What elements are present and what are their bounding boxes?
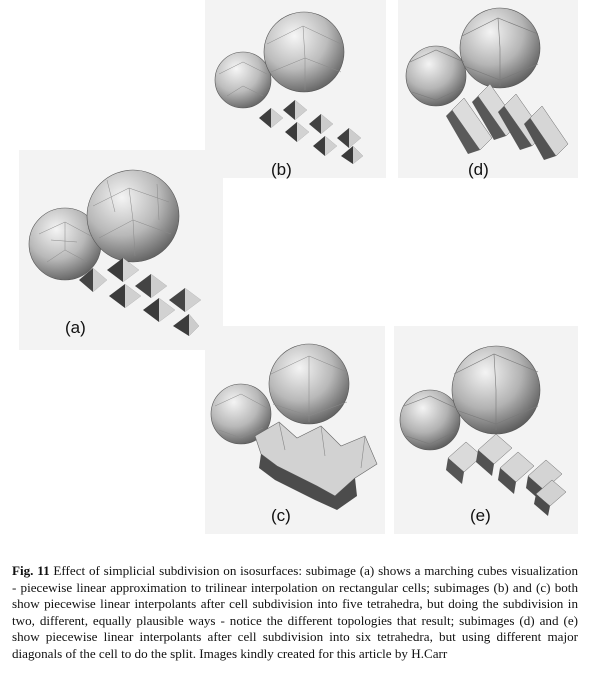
subfigure-d — [398, 0, 578, 178]
subfigure-e — [394, 326, 578, 534]
figure-number: Fig. 11 — [12, 563, 50, 578]
isosurface-render-c — [205, 326, 385, 534]
zigzag-band — [255, 422, 377, 510]
large-sphere — [87, 170, 179, 262]
subfigure-c — [205, 326, 385, 534]
small-sphere — [406, 46, 466, 106]
subfigure-label-c: (c) — [271, 506, 291, 525]
small-sphere — [215, 52, 271, 108]
isosurface-render-d — [398, 0, 578, 178]
isosurface-render-a — [19, 150, 223, 350]
prism-row — [446, 434, 566, 516]
subfigure-label-d: (d) — [468, 160, 489, 179]
isosurface-render-b — [205, 0, 386, 178]
subfigure-b — [205, 0, 386, 178]
diamond-row — [79, 258, 201, 336]
subfigure-a — [19, 150, 223, 350]
subfigure-label-e: (e) — [470, 506, 491, 525]
subfigure-label-a: (a) — [65, 318, 86, 337]
caption-text: Effect of simplicial subdivision on isosurfaces: subimage (a) shows a marching cubes visualization - piecewise linear approximation to trilinear interpolation on rectangular cells; subimages (b) and (c) both show piecewise linear interpolants after cell subdivision into five tetrahedra, but doing the subdivision in two, different, equally plausible ways - notice the different topologies that result; subimages (d) and (e) show piecewise linear interpolants after cell subdivision into six tetrahedra, but using different major diagonals of the cell to do the split. Images kindly created for this article by H.Carr — [12, 563, 578, 661]
large-sphere — [264, 12, 344, 92]
prism-row — [446, 84, 568, 160]
small-sphere — [400, 390, 460, 450]
figure-caption — [12, 563, 578, 663]
diamond-row — [259, 100, 363, 164]
isosurface-render-e — [394, 326, 578, 534]
subfigure-label-b: (b) — [271, 160, 292, 179]
